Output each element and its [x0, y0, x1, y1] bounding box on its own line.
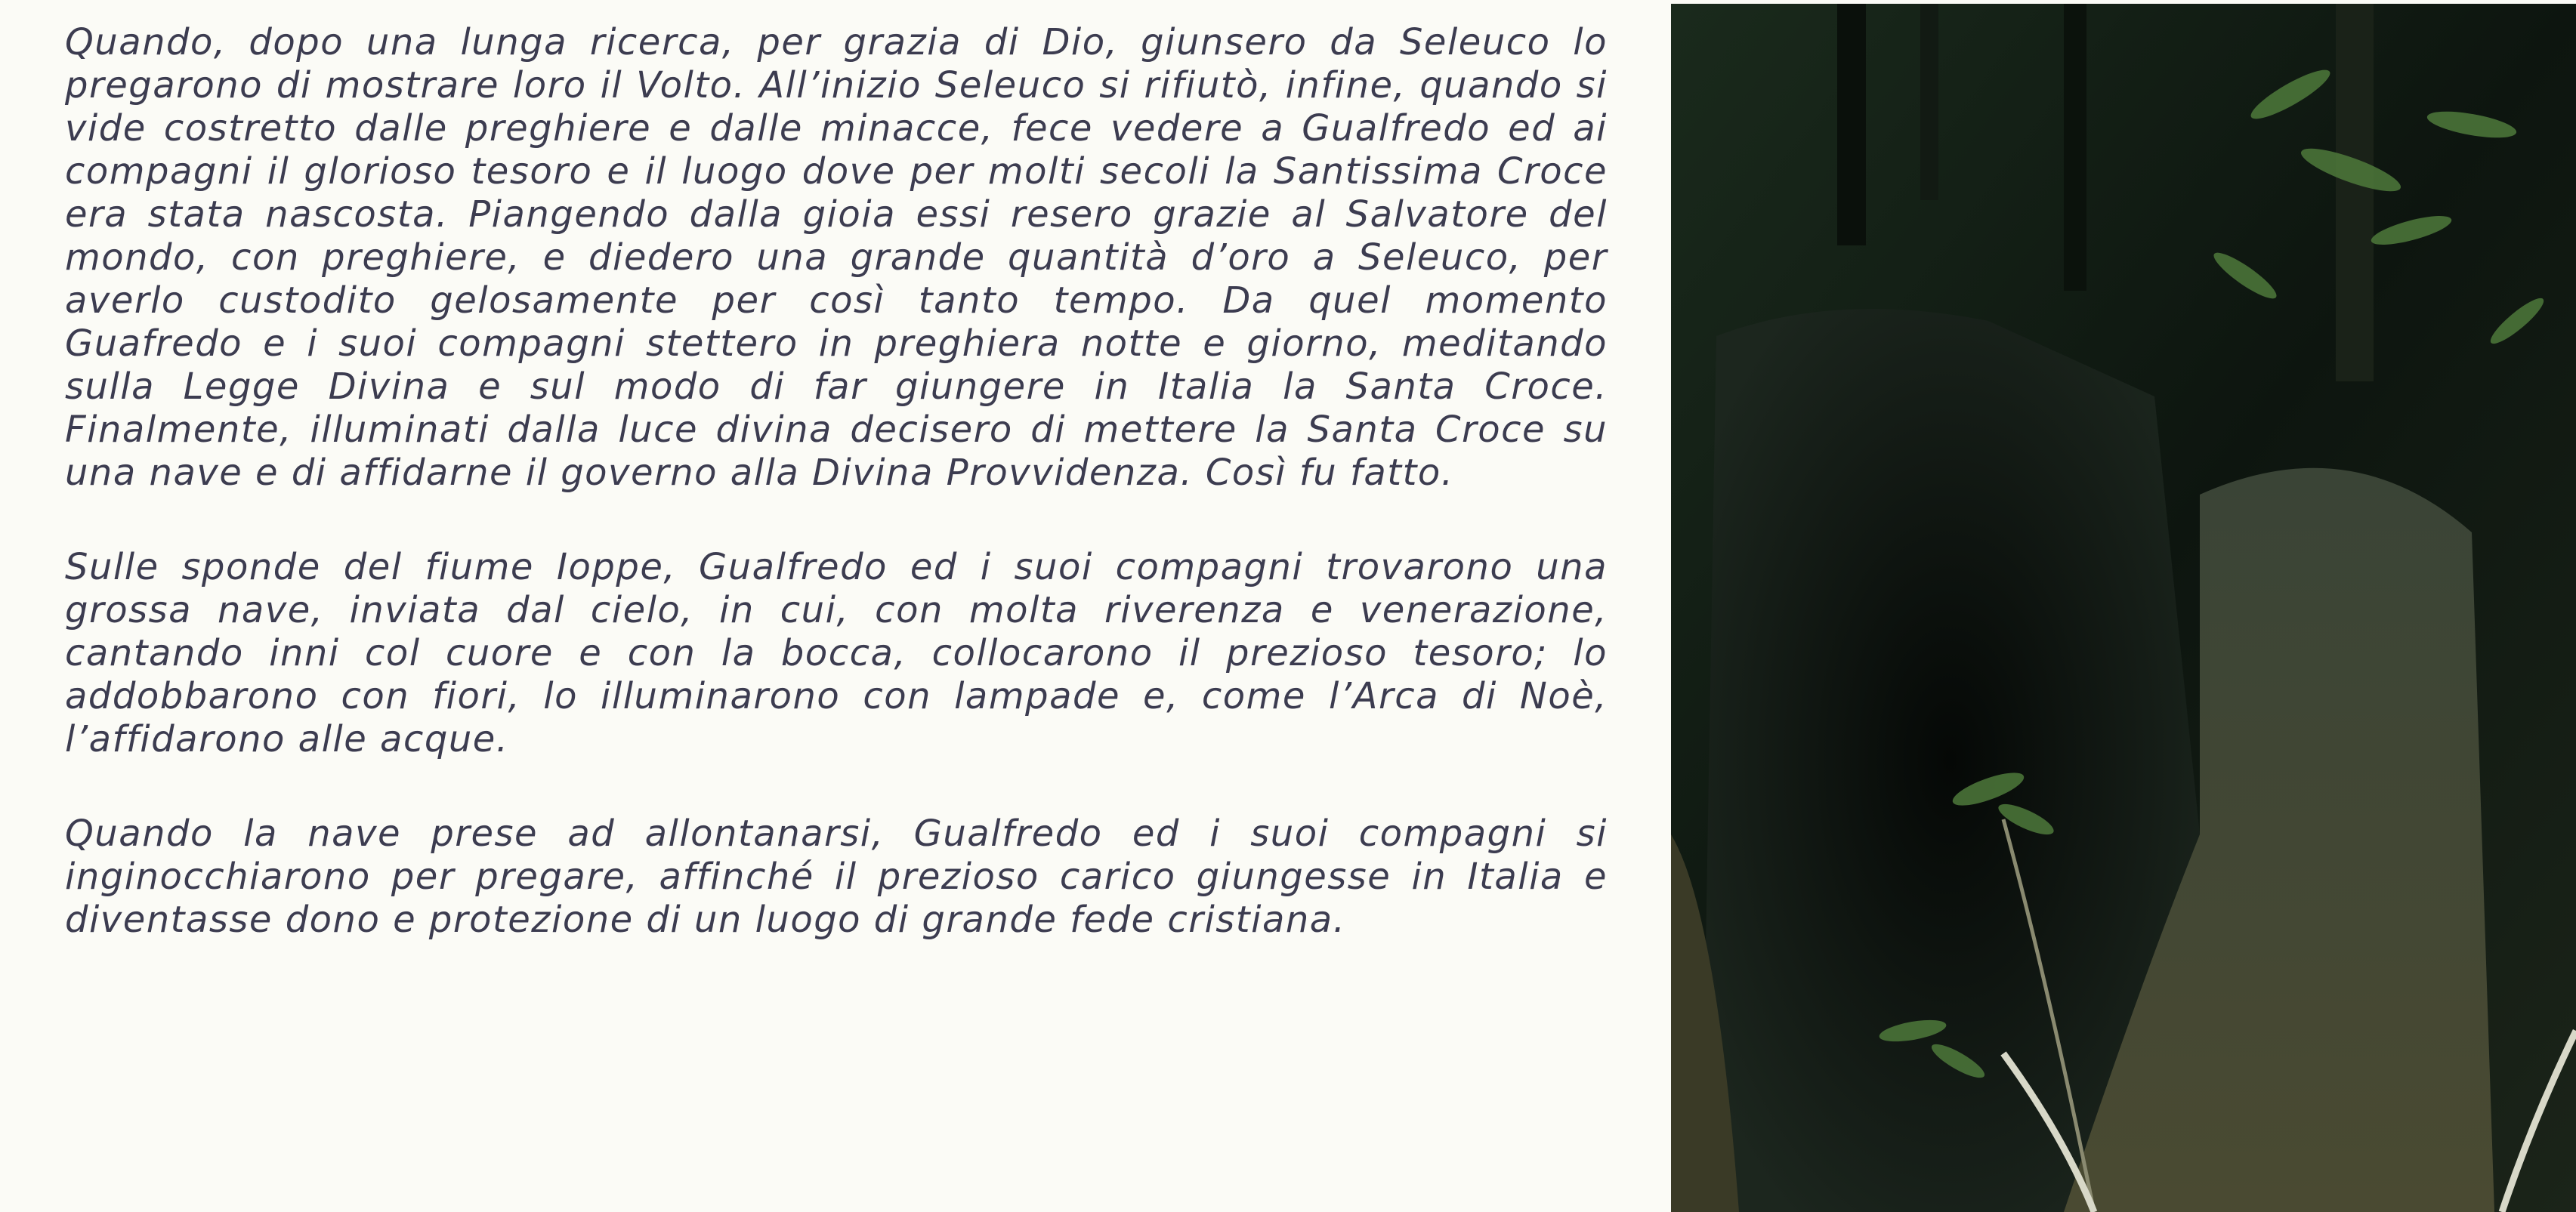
- forest-rock-photo: [1671, 4, 2576, 1212]
- paragraph-3: Quando la nave prese ad allontanarsi, Gualfredo ed i suoi compagni si inginocchiarono per pregare, affinché il prezioso carico giungesse in Italia e diventasse dono e protezione di un luogo di grande fede cristiana.: [65, 813, 1608, 941]
- paragraph-2: Sulle sponde del fiume Ioppe, Gualfredo ed i suoi compagni trovarono una grossa nave, inviata dal cielo, in cui, con molta riverenza e venerazione, cantando inni col cuore e con la bocca, collocarono il prezioso tesoro; lo addobbarono con fiori, lo illuminarono con lampade e, come l’Arca di Noè, l’affidarono alle acque.: [65, 546, 1608, 760]
- story-text: [65, 21, 1608, 993]
- paragraph-1: Quando, dopo una lunga ricerca, per grazia di Dio, giunsero da Seleuco lo pregarono di mostrare loro il Volto. All’inizio Seleuco si rifiutò, infine, quando si vide costretto dalle preghiere e dalle minacce, fece vedere a Gualfredo ed ai compagni il glorioso tesoro e il luogo dove per molti secoli la Santissima Croce era stata nascosta. Piangendo dalla gioia essi resero grazie al Salvatore del mondo, con preghiere, e diedero una grande quantità d’oro a Seleuco, per averlo custodito gelosamente per così tanto tempo. Da quel momento Guafredo e i suoi compagni stettero in preghiera notte e giorno, meditando sulla Legge Divina e sul modo di far giungere in Italia la Santa Croce. Finalmente, illuminati dalla luce divina decisero di mettere la Santa Croce su una nave e di affidarne il governo alla Divina Provvidenza. Così fu fatto.: [65, 21, 1608, 494]
- photo-illustration: [1671, 4, 2576, 1212]
